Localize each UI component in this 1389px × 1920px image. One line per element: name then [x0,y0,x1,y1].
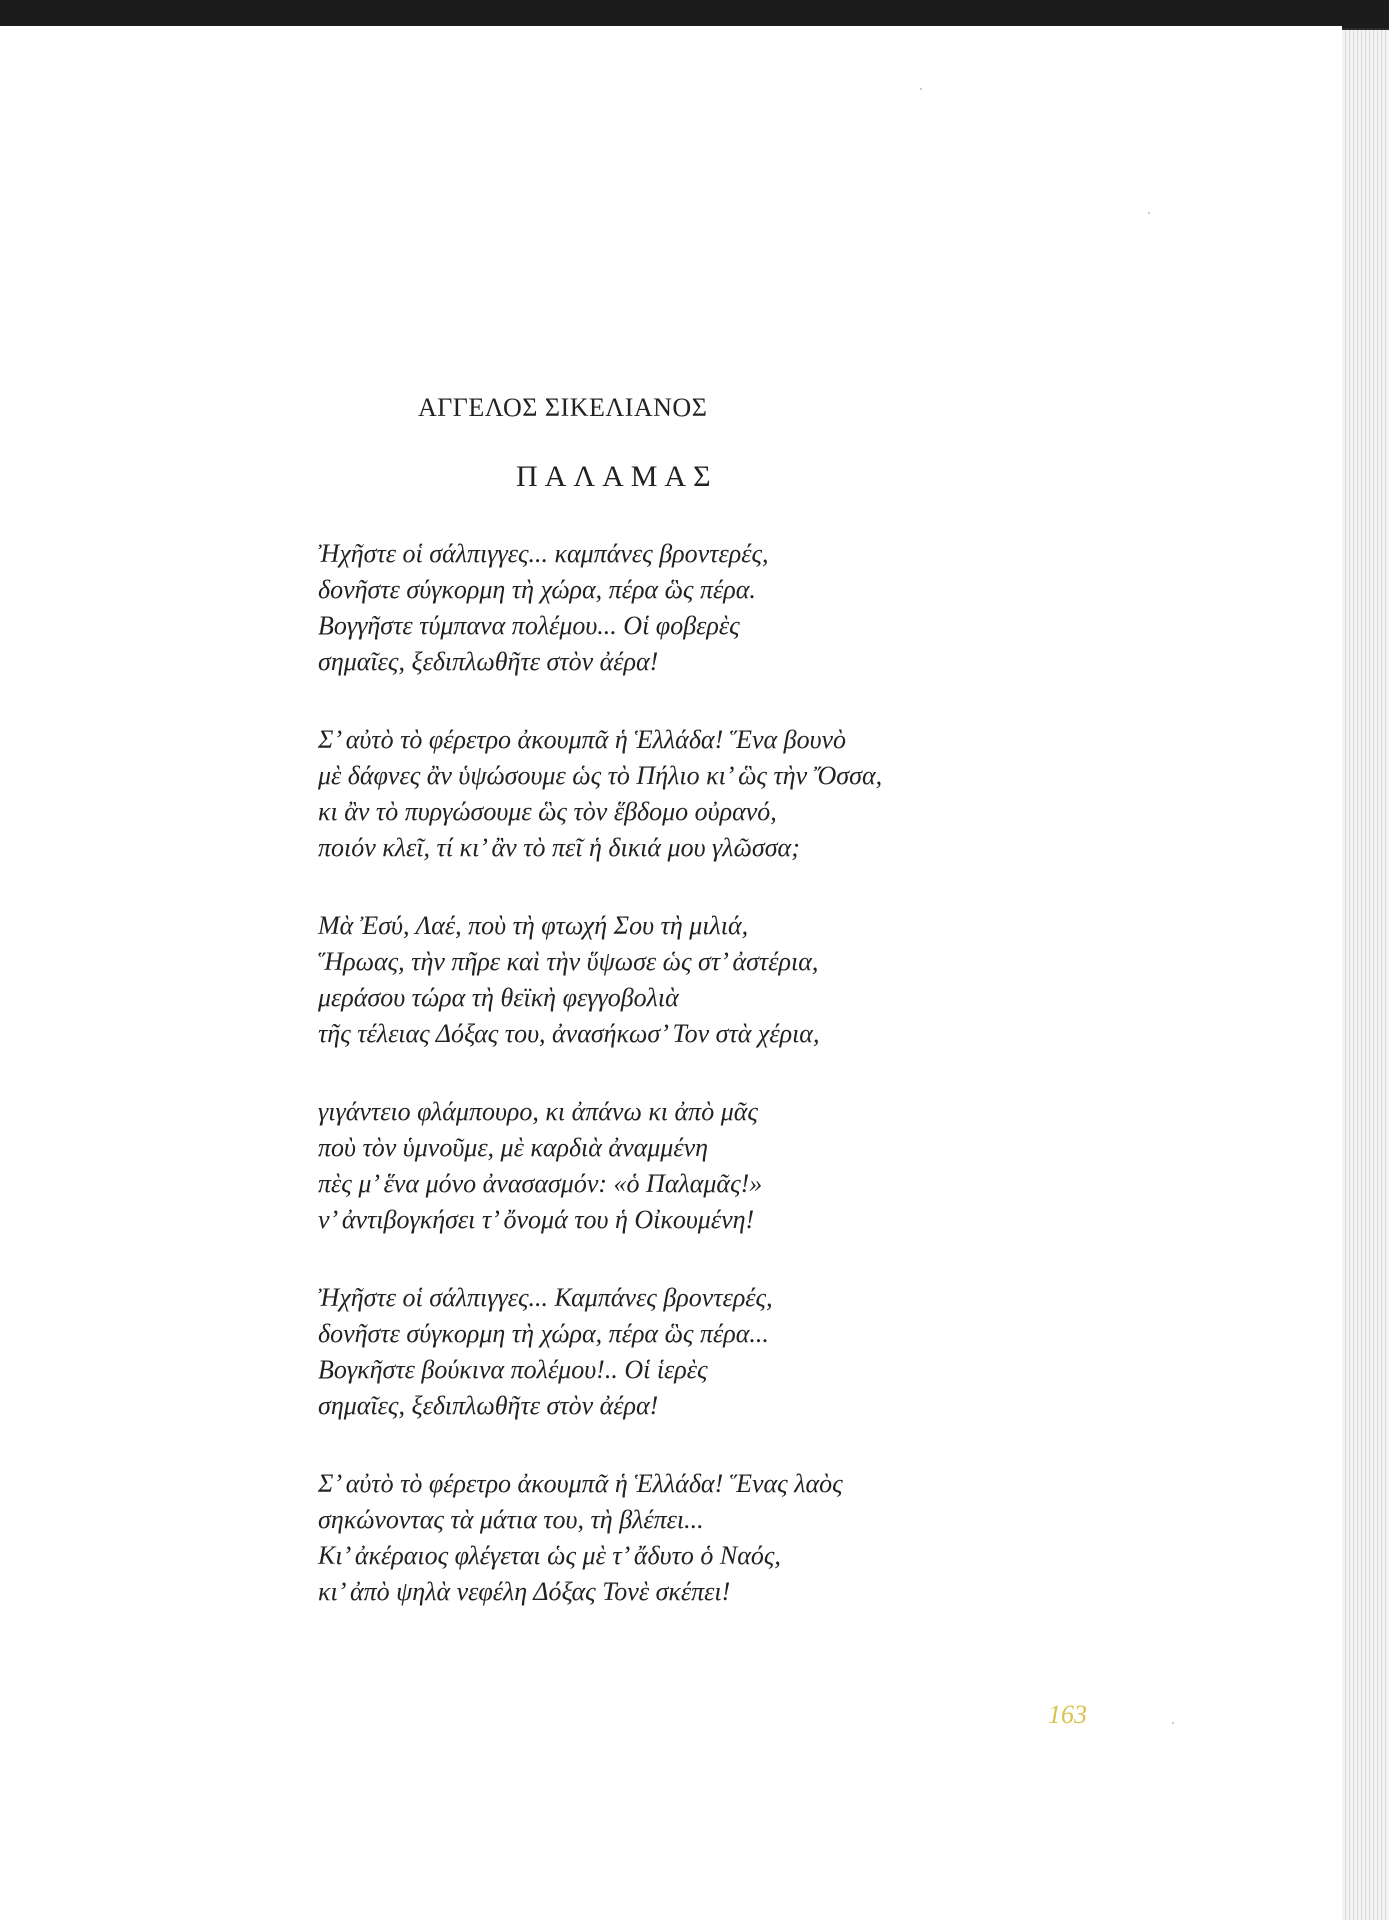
poem-line: πὲς μ’ ἕνα μόνο ἀνασασμόν: «ὁ Παλαμᾶς!» [318,1169,763,1198]
poem-line: δονῆστε σύγκορμη τὴ χώρα, πέρα ὣς πέρα... [318,1319,769,1348]
poem-line: δονῆστε σύγκορμη τὴ χώρα, πέρα ὣς πέρα. [318,575,756,604]
poem-line: κι ἂν τὸ πυργώσουμε ὣς τὸν ἕβδομο οὐρανό, [318,797,777,826]
poem-line: σηκώνοντας τὰ μάτια του, τὴ βλέπει... [318,1505,704,1534]
poem-line: Ἠχῆστε οἱ σάλπιγγες... Καμπάνες βροντερές, [318,1283,773,1312]
poem-line: τῆς τέλειας Δόξας του, ἀνασήκωσ’ Τον στὰ χέρια, [318,1019,820,1048]
dust-speck [1172,1722,1174,1724]
poem-body [318,536,1118,1652]
author-name: ΑΓΓΕΛΟΣ ΣΙΚΕΛΙΑΝΟΣ [418,393,708,422]
poem-line: μεράσου τώρα τὴ θεϊκὴ φεγγοβολιὰ [318,983,679,1012]
poem-line: μὲ δάφνες ἂν ὑψώσουμε ὡς τὸ Πήλιο κι’ ὣς τὴν Ὄσσα, [318,761,883,790]
dust-speck [920,88,922,90]
poem-line: γιγάντειο φλάμπουρο, κι ἀπάνω κι ἀπὸ μᾶς [318,1097,758,1126]
page-number: 163 [1048,1700,1087,1729]
stanza [318,1280,1118,1424]
poem-line: Βογκῆστε βούκινα πολέμου!.. Οἱ ἱερὲς [318,1355,708,1384]
stanza [318,536,1118,680]
stanza [318,1466,1118,1610]
poem-line: κι’ ἀπὸ ψηλὰ νεφέλη Δόξας Τονὲ σκέπει! [318,1577,731,1606]
poem-line: σημαῖες, ξεδιπλωθῆτε στὸν ἀέρα! [318,647,659,676]
stanza [318,722,1118,866]
poem-line: Ἠχῆστε οἱ σάλπιγγες... καμπάνες βροντερές, [318,539,769,568]
poem-line: Κι’ ἀκέραιος φλέγεται ὡς μὲ τ’ ἄδυτο ὁ Ναός, [318,1541,781,1570]
dust-speck [1148,212,1150,214]
poem-line: Βογγῆστε τύμπανα πολέμου... Οἱ φοβερὲς [318,611,740,640]
poem-line: σημαῖες, ξεδιπλωθῆτε στὸν ἀέρα! [318,1391,659,1420]
poem-line: ποιόν κλεῖ, τί κι’ ἂν τὸ πεῖ ἡ δικιά μου γλῶσσα; [318,833,800,862]
poem-line: Μὰ Ἐσύ, Λαέ, ποὺ τὴ φτωχή Σου τὴ μιλιά, [318,911,749,940]
scan-border-top [0,0,1389,28]
poem-line: ποὺ τὸν ὑμνοῦμε, μὲ καρδιὰ ἀναμμένη [318,1133,709,1162]
poem-line: Σ’ αὐτὸ τὸ φέρετρο ἀκουμπᾶ ἡ Ἑλλάδα! Ἕνας λαὸς [318,1469,843,1498]
stanza [318,908,1118,1052]
poem-line: Σ’ αὐτὸ τὸ φέρετρο ἀκουμπᾶ ἡ Ἑλλάδα! Ἕνα βουνὸ [318,725,847,754]
poem-title: ΠΑΛΑΜΑΣ [516,460,718,493]
poem-line: Ἥρωας, τὴν πῆρε καὶ τὴν ὕψωσε ὡς στ’ ἀστέρια, [318,947,819,976]
poem-line: ν’ ἀντιβογκήσει τ’ ὄνομά του ἡ Οἰκουμένη! [318,1205,755,1234]
stanza [318,1094,1118,1238]
